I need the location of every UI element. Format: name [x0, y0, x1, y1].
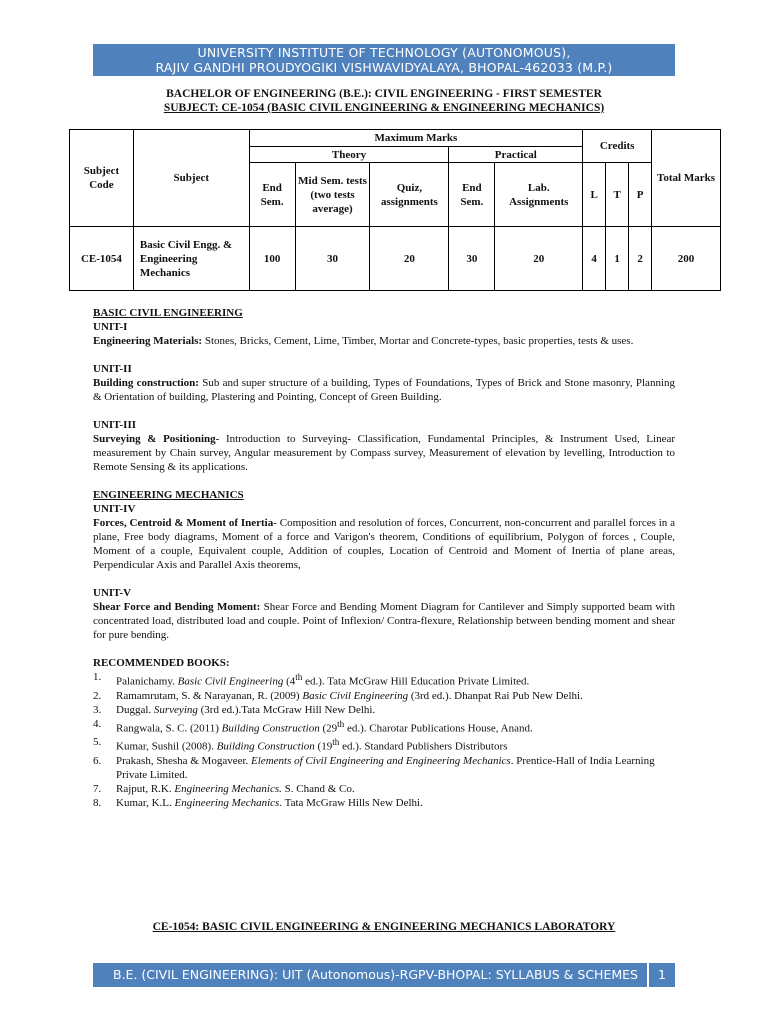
header-line-2: RAJIV GANDHI PROUDYOGIKI VISHWAVIDYALAYA, BHOPAL-462033 (M.P.) — [155, 60, 613, 75]
cell-credit-p: 2 — [629, 227, 652, 291]
end-sem-header: End Sem. — [249, 163, 295, 227]
credit-p-header: P — [629, 163, 652, 227]
unit-label: UNIT-V — [93, 587, 132, 599]
cell-subject: Basic Civil Engg. & Engineering Mechanics — [133, 227, 249, 291]
unit-label: UNIT-III — [93, 419, 137, 431]
cell-end-sem: 100 — [249, 227, 295, 291]
list-item: 2. Ramamrutam, S. & Narayanan, R. (2009) Basic Civil Engineering (3rd ed.). Dhanpat Rai Pub New Delhi. — [93, 689, 583, 702]
unit-text: - Introduction to Surveying- Classification, Fundamental Principles, & Instrument Used, Linear measurement by Chain survey, Angular measurement by Compass survey, Measurement of elevation by levelling, Introduction to Remote Sensing & its applications. — [93, 433, 676, 473]
cell-quiz: 20 — [370, 227, 449, 291]
unit-description — [93, 516, 675, 572]
table-row — [70, 227, 721, 291]
cell-total: 200 — [652, 227, 721, 291]
unit-text: Stones, Bricks, Cement, Lime, Timber, Mortar and Concrete-types, basic properties, tests & uses. — [202, 335, 634, 347]
unit-topic: Shear Force and Bending Moment: — [93, 601, 261, 613]
subject-code-header: Subject Code — [70, 130, 134, 227]
cell-credit-t: 1 — [606, 227, 629, 291]
credits-header: Credits — [583, 130, 652, 163]
footer-text: B.E. (CIVIL ENGINEERING): UIT (Autonomous)-RGPV-BHOPAL: SYLLABUS & SCHEMES FY14 — [113, 967, 638, 999]
books-list — [93, 670, 675, 810]
cell-lab: 20 — [495, 227, 583, 291]
unit-description — [93, 334, 675, 348]
unit-topic: Engineering Materials: — [93, 335, 203, 347]
syllabus-content — [93, 306, 675, 810]
doc-title-subject: SUBJECT: CE-1054 (BASIC CIVIL ENGINEERING & ENGINEERING MECHANICS) — [163, 102, 605, 114]
footer-band — [93, 963, 675, 999]
unit-description — [93, 432, 675, 474]
section-heading-civil: BASIC CIVIL ENGINEERING — [93, 307, 243, 319]
unit-text: Sub and super structure of a building, Types of Foundations, Types of Brick and Stone masonry, Planning & Orientation of building, Plastering and Pointing, Concept of Green Building. — [93, 377, 675, 403]
unit-description — [93, 600, 675, 642]
credit-t-header: T — [606, 163, 629, 227]
section-heading-mechanics: ENGINEERING MECHANICS — [93, 489, 244, 501]
unit-topic: Building construction: — [93, 377, 199, 389]
list-item: 8. Kumar, K.L. Engineering Mechanics. Tata McGraw Hills New Delhi. — [93, 796, 423, 809]
subject-header: Subject — [133, 130, 249, 227]
lab-title: CE-1054: BASIC CIVIL ENGINEERING & ENGINEERING MECHANICS LABORATORY — [152, 921, 616, 933]
list-item: 6. Prakash, Shesha & Mogaveer. Elements of Civil Engineering and Engineering Mechanics. Prentice-Hall of India Learning Private Limited. — [93, 754, 655, 781]
list-item: 1. Palanichamy. Basic Civil Engineering (4th ed.). Tata McGraw Hill Education Private Limited. — [93, 671, 530, 688]
header-line-1: UNIVERSITY INSTITUTE OF TECHNOLOGY (AUTONOMOUS), — [197, 45, 571, 60]
books-heading: RECOMMENDED BOOKS: — [93, 657, 230, 669]
unit-label: UNIT-IV — [93, 503, 136, 515]
max-marks-header: Maximum Marks — [249, 130, 583, 147]
credit-l-header: L — [583, 163, 606, 227]
cell-practical-end-sem: 30 — [449, 227, 495, 291]
list-item: 3. Duggal. Surveying (3rd ed.).Tata McGraw Hill New Delhi. — [93, 703, 376, 716]
unit-topic: Surveying & Positioning — [93, 433, 216, 445]
scheme-table — [69, 129, 721, 291]
mid-sem-header: Mid Sem. tests (two tests average) — [295, 163, 370, 227]
practical-end-sem-header: End Sem. — [449, 163, 495, 227]
practical-header: Practical — [449, 147, 583, 163]
list-item: 5. Kumar, Sushil (2008). Building Construction (19th ed.). Standard Publishers Distributors — [93, 736, 508, 753]
lab-assignments-header: Lab. Assignments — [495, 163, 583, 227]
doc-title-course: BACHELOR OF ENGINEERING (B.E.): CIVIL ENGINEERING - FIRST SEMESTER — [166, 88, 602, 100]
cell-credit-l: 4 — [583, 227, 606, 291]
header-band — [93, 44, 675, 76]
unit-text: Shear Force and Bending Moment Diagram for Cantilever and Simply supported beam with concentrated load, distributed load and couple. Point of Inflexion/ Contra-flexure, Relationship between bending moment and shear for pure bending. — [93, 601, 675, 641]
unit-label: UNIT-I — [93, 321, 128, 333]
cell-mid-sem: 30 — [295, 227, 370, 291]
list-item: 7. Rajput, R.K. Engineering Mechanics. S. Chand & Co. — [93, 782, 355, 795]
page-number: 1 — [647, 963, 675, 987]
quiz-header: Quiz, assignments — [370, 163, 449, 227]
cell-code: CE-1054 — [70, 227, 134, 291]
unit-text: - Composition and resolution of forces, Concurrent, non-concurrent and parallel forces in a plane, Free body diagrams, Moment of a force and Varigon's theorem, Conditions of equilibrium, Polygon of forces , Couple, Moment of a couple, Equivalent couple, Addition of couples, Location of Centroid and Moment of Inertia of plane areas, Perpendicular Axis and Parallel Axis theorems, — [93, 517, 675, 571]
unit-topic: Forces, Centroid & Moment of Inertia — [93, 517, 274, 529]
list-item: 4. Rangwala, S. C. (2011) Building Construction (29th ed.). Charotar Publications House, Anand. — [93, 717, 533, 735]
total-marks-header: Total Marks — [652, 130, 721, 227]
unit-label: UNIT-II — [93, 363, 132, 375]
theory-header: Theory — [249, 147, 449, 163]
unit-description — [93, 376, 675, 404]
